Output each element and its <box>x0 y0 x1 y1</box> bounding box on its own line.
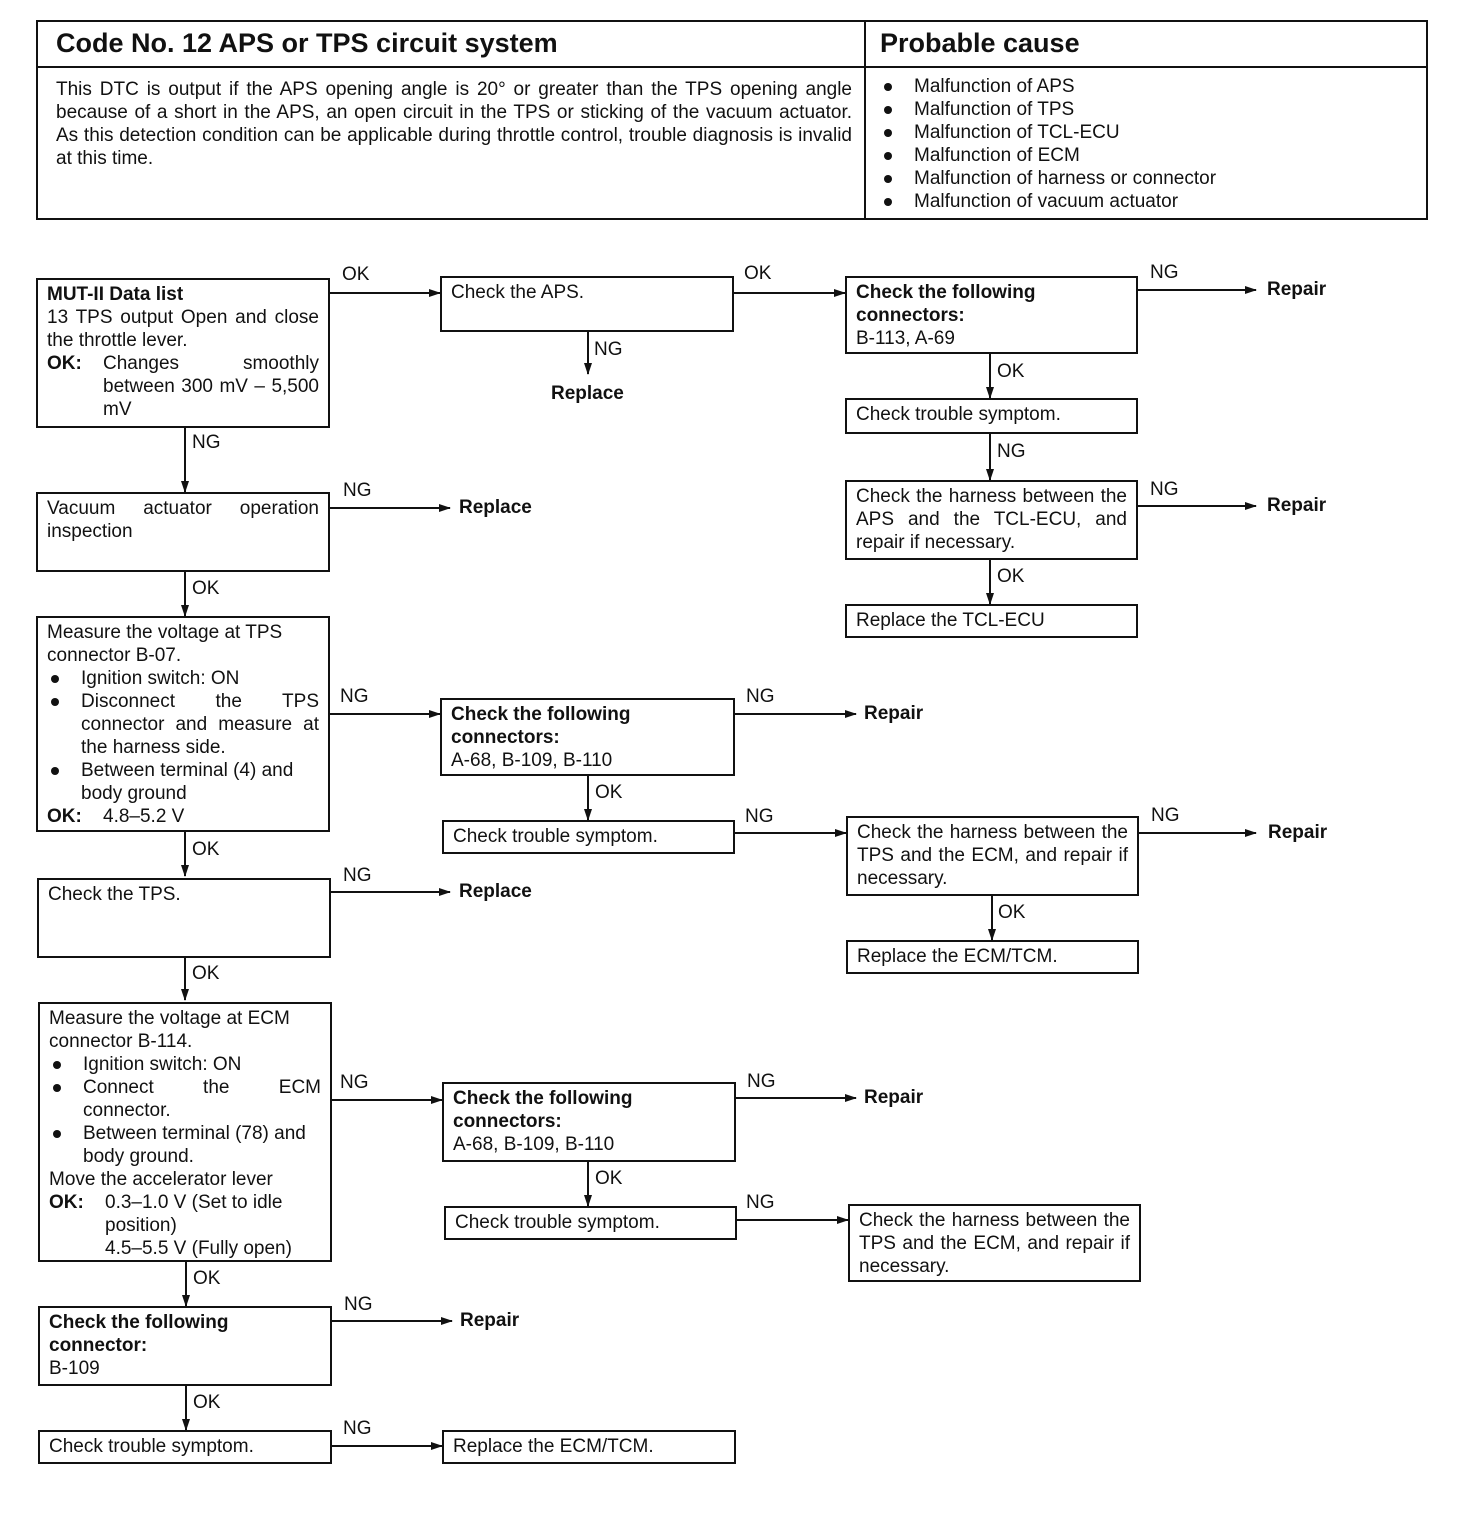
dtc-description: This DTC is output if the APS opening angle is 20° or greater than the TPS opening angle because of a short in the APS, an open circuit in the TPS or sticking of the vacuum actuator. As this detection condition can be applicable during throttle control, trouble diagnosis is invalid at this time. <box>56 79 852 169</box>
step-text: Check the harness between the APS and the TCL-ECU, and repair if necessary. <box>856 486 1127 553</box>
ok-key: OK: <box>49 1192 84 1213</box>
step-check-harness-tps-ecm <box>848 1204 1141 1282</box>
connector-list: A-68, B-109, B-110 <box>453 1134 615 1155</box>
step-check-harness-aps-tcl <box>845 480 1138 560</box>
step-bullet: Disconnect the TPS connector and measure at the harness side. <box>47 690 319 759</box>
step-mut-data-list <box>36 278 330 428</box>
ng-label: NG <box>343 1418 372 1439</box>
ok-label: OK <box>997 566 1025 587</box>
step-check-trouble-symptom <box>442 820 735 854</box>
step-bullet: Ignition switch: ON <box>49 1053 321 1076</box>
ok-value: Changes smoothly between 300 mV – 5,500 mV <box>103 353 319 420</box>
ng-label: NG <box>1150 262 1179 283</box>
step-replace-tcl-ecu <box>845 604 1138 638</box>
ok-label: OK <box>192 839 220 860</box>
ok-criteria <box>47 805 319 828</box>
step-check-aps <box>440 276 734 332</box>
ng-label: NG <box>1150 479 1179 500</box>
step-text: Check trouble symptom. <box>856 404 1061 425</box>
code-title: Code No. 12 APS or TPS circuit system <box>56 28 558 58</box>
step-text: Replace the ECM/TCM. <box>453 1436 654 1457</box>
ng-label: NG <box>745 806 774 827</box>
step-vacuum-actuator <box>36 492 330 572</box>
ok-label: OK <box>595 782 623 803</box>
ok-key: OK: <box>47 806 82 827</box>
connector-list: B-109 <box>49 1358 100 1379</box>
step-title: Check the following connectors: <box>453 1088 633 1132</box>
step-check-tps <box>37 878 331 958</box>
repair-action: Repair <box>1267 279 1327 300</box>
ng-label: NG <box>192 432 221 453</box>
step-check-trouble-symptom <box>38 1430 332 1464</box>
connector-list: B-113, A-69 <box>856 328 955 349</box>
step-title: Check the following connectors: <box>856 282 1036 326</box>
step-check-connectors-a68 <box>442 1082 736 1162</box>
replace-action: Replace <box>551 383 624 404</box>
ok-value: 4.5–5.5 V (Fully open) <box>105 1238 292 1259</box>
ok-label: OK <box>192 963 220 984</box>
replace-action: Replace <box>459 881 532 902</box>
ok-label: OK <box>997 361 1025 382</box>
cause-item: Malfunction of ECM <box>880 144 1216 167</box>
step-check-connectors-a68 <box>440 698 735 776</box>
step-text: Check trouble symptom. <box>49 1436 254 1457</box>
replace-action: Replace <box>459 497 532 518</box>
ok-label: OK <box>744 263 772 284</box>
repair-action: Repair <box>1267 495 1327 516</box>
cause-item: Malfunction of vacuum actuator <box>880 190 1216 213</box>
step-text: Replace the TCL-ECU <box>856 610 1045 631</box>
ok-criteria <box>49 1191 321 1237</box>
step-bullet: Ignition switch: ON <box>47 667 319 690</box>
ng-label: NG <box>746 1192 775 1213</box>
step-check-connectors-b113 <box>845 276 1138 354</box>
step-title: MUT-II Data list <box>47 284 184 305</box>
step-text: Check trouble symptom. <box>453 826 658 847</box>
step-text: Move the accelerator lever <box>49 1169 273 1190</box>
ok-label: OK <box>193 1392 221 1413</box>
ok-label: OK <box>595 1168 623 1189</box>
ng-label: NG <box>343 480 372 501</box>
ok-value: 0.3–1.0 V (Set to idle position) <box>105 1192 283 1236</box>
step-measure-tps-voltage <box>36 616 330 832</box>
step-text: Replace the ECM/TCM. <box>857 946 1058 967</box>
ng-label: NG <box>594 339 623 360</box>
ng-label: NG <box>344 1294 373 1315</box>
cause-item: Malfunction of TCL-ECU <box>880 121 1216 144</box>
step-replace-ecm-tcm <box>846 940 1139 974</box>
ok-label: OK <box>193 1268 221 1289</box>
step-text: Check the APS. <box>451 282 585 303</box>
ng-label: NG <box>747 1071 776 1092</box>
ok-key: OK: <box>47 353 82 374</box>
ng-label: NG <box>746 686 775 707</box>
repair-action: Repair <box>460 1310 520 1331</box>
step-text: Check the harness between the TPS and the ECM, and repair if necessary. <box>857 822 1128 889</box>
ng-label: NG <box>1151 805 1180 826</box>
step-text: Measure the voltage at TPS connector B-07. <box>47 622 283 666</box>
step-check-trouble-symptom <box>845 398 1138 434</box>
step-text: 13 TPS output Open and close the throttle lever. <box>47 307 319 351</box>
repair-action: Repair <box>864 703 924 724</box>
step-bullet: Between terminal (4) and body ground <box>47 759 319 805</box>
ng-label: NG <box>340 686 369 707</box>
step-bullet: Connect the ECM connector. <box>49 1076 321 1122</box>
step-text: Vacuum actuator operation inspection <box>47 498 319 542</box>
step-check-connector-b109 <box>38 1306 332 1386</box>
ok-label: OK <box>998 902 1026 923</box>
step-replace-ecm-tcm <box>442 1430 736 1464</box>
ok-criteria <box>47 352 319 421</box>
step-text: Check the TPS. <box>48 884 181 905</box>
step-text: Check the harness between the TPS and the ECM, and repair if necessary. <box>859 1210 1130 1277</box>
ok-value: 4.8–5.2 V <box>103 806 185 827</box>
cause-item: Malfunction of APS <box>880 75 1216 98</box>
cause-item: Malfunction of TPS <box>880 98 1216 121</box>
step-text: Measure the voltage at ECM connector B-114. <box>49 1008 290 1052</box>
ng-label: NG <box>340 1072 369 1093</box>
ng-label: NG <box>343 865 372 886</box>
step-title: Check the following connector: <box>49 1312 229 1356</box>
repair-action: Repair <box>1268 822 1328 843</box>
step-bullet: Between terminal (78) and body ground. <box>49 1122 321 1168</box>
step-check-harness-tps-ecm <box>846 816 1139 896</box>
step-check-trouble-symptom <box>444 1206 737 1240</box>
ng-label: NG <box>997 441 1026 462</box>
probable-cause-title: Probable cause <box>880 28 1080 58</box>
cause-item: Malfunction of harness or connector <box>880 167 1216 190</box>
ok-label: OK <box>192 578 220 599</box>
step-title: Check the following connectors: <box>451 704 631 748</box>
connector-list: A-68, B-109, B-110 <box>451 750 613 771</box>
ok-label: OK <box>342 264 370 285</box>
step-measure-ecm-voltage <box>38 1002 332 1262</box>
repair-action: Repair <box>864 1087 924 1108</box>
step-text: Check trouble symptom. <box>455 1212 660 1233</box>
